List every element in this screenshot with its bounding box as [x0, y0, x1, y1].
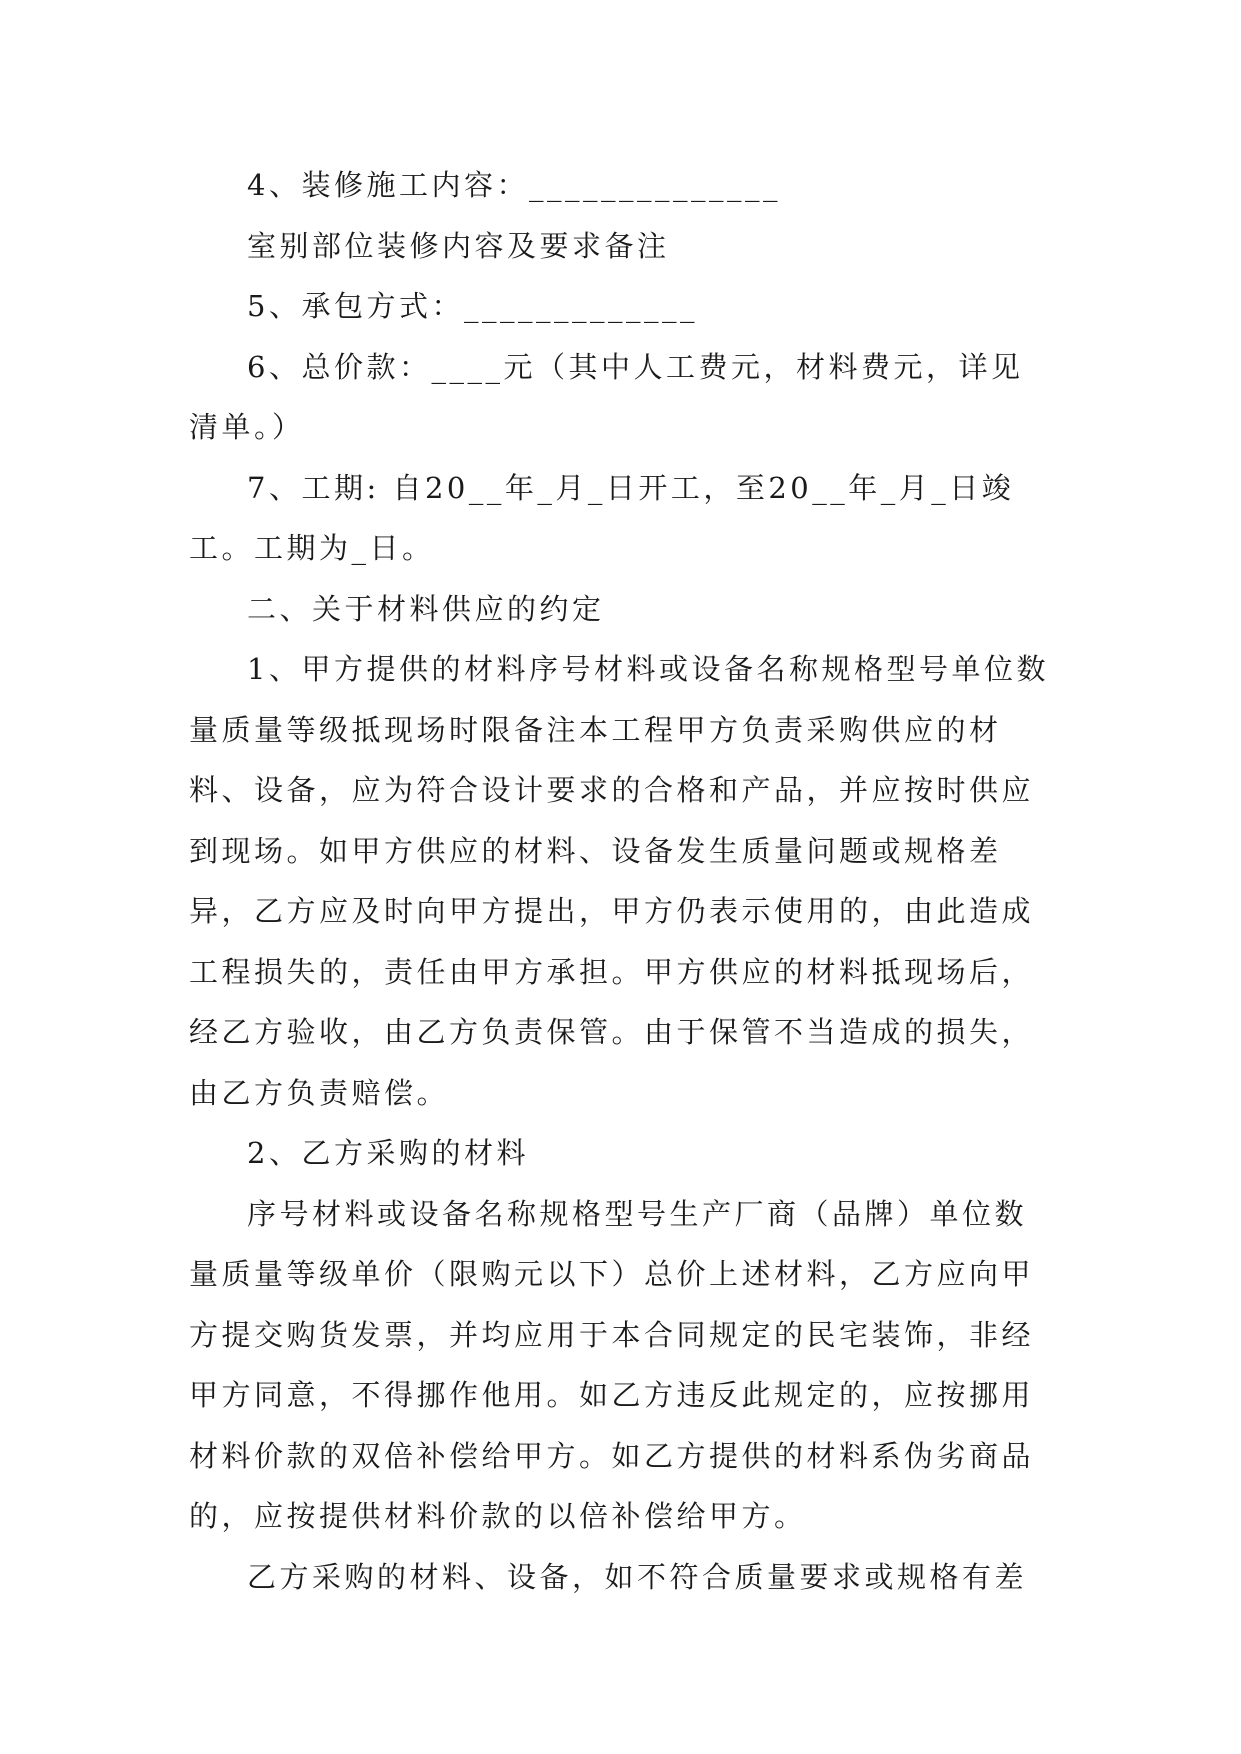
document-body — [189, 155, 1049, 1607]
paragraph-party-b-quality: 乙方采购的材料、设备，如不符合质量要求或规格有差 — [247, 1559, 1028, 1594]
paragraph-duration: 7、工期: 自20__年_月_日开工，至20__年_月_日竣工。工期为_日。 — [189, 470, 1015, 565]
paragraph-room-parts: 室别部位装修内容及要求备注 — [247, 228, 670, 263]
paragraph-decoration-content: 4、装修施工内容：______________ — [247, 168, 781, 202]
paragraph-party-a-materials: 1、甲方提供的材料序号材料或设备名称规格型号单位数量质量等级抵现场时限备注本工程甲方负责采购供应的材料、设备，应为符合设计要求的合格和产品，并应按时供应到现场。如甲方供应的材料、设备发生质量问题或规格差异，乙方应及时向甲方提出，甲方仍表示使用的，由此造成工程损失的，责任由甲方承担。甲方供应的材料抵现场后，经乙方验收，由乙方负责保管。由于保管不当造成的损失，由乙方负责赔偿。 — [189, 652, 1049, 1110]
paragraph-contract-method: 5、承包方式：_____________ — [247, 289, 698, 323]
section-heading-material-supply: 二、关于材料供应的约定 — [247, 591, 605, 626]
paragraph-party-b-materials-heading: 2、乙方采购的材料 — [247, 1136, 529, 1170]
paragraph-party-b-materials: 序号材料或设备名称规格型号生产厂商（品牌）单位数量质量等级单价（限购元以下）总价上述材料，乙方应向甲方提交购货发票，并均应用于本合同规定的民宅装饰，非经甲方同意，不得挪作他用。如乙方违反此规定的，应按挪用材料价款的双倍补偿给甲方。如乙方提供的材料系伪劣商品的，应按提供材料价款的以倍补偿给甲方。 — [189, 1196, 1035, 1533]
paragraph-total-price: 6、总价款：____元（其中人工费元，材料费元，详见清单。） — [189, 349, 1024, 444]
